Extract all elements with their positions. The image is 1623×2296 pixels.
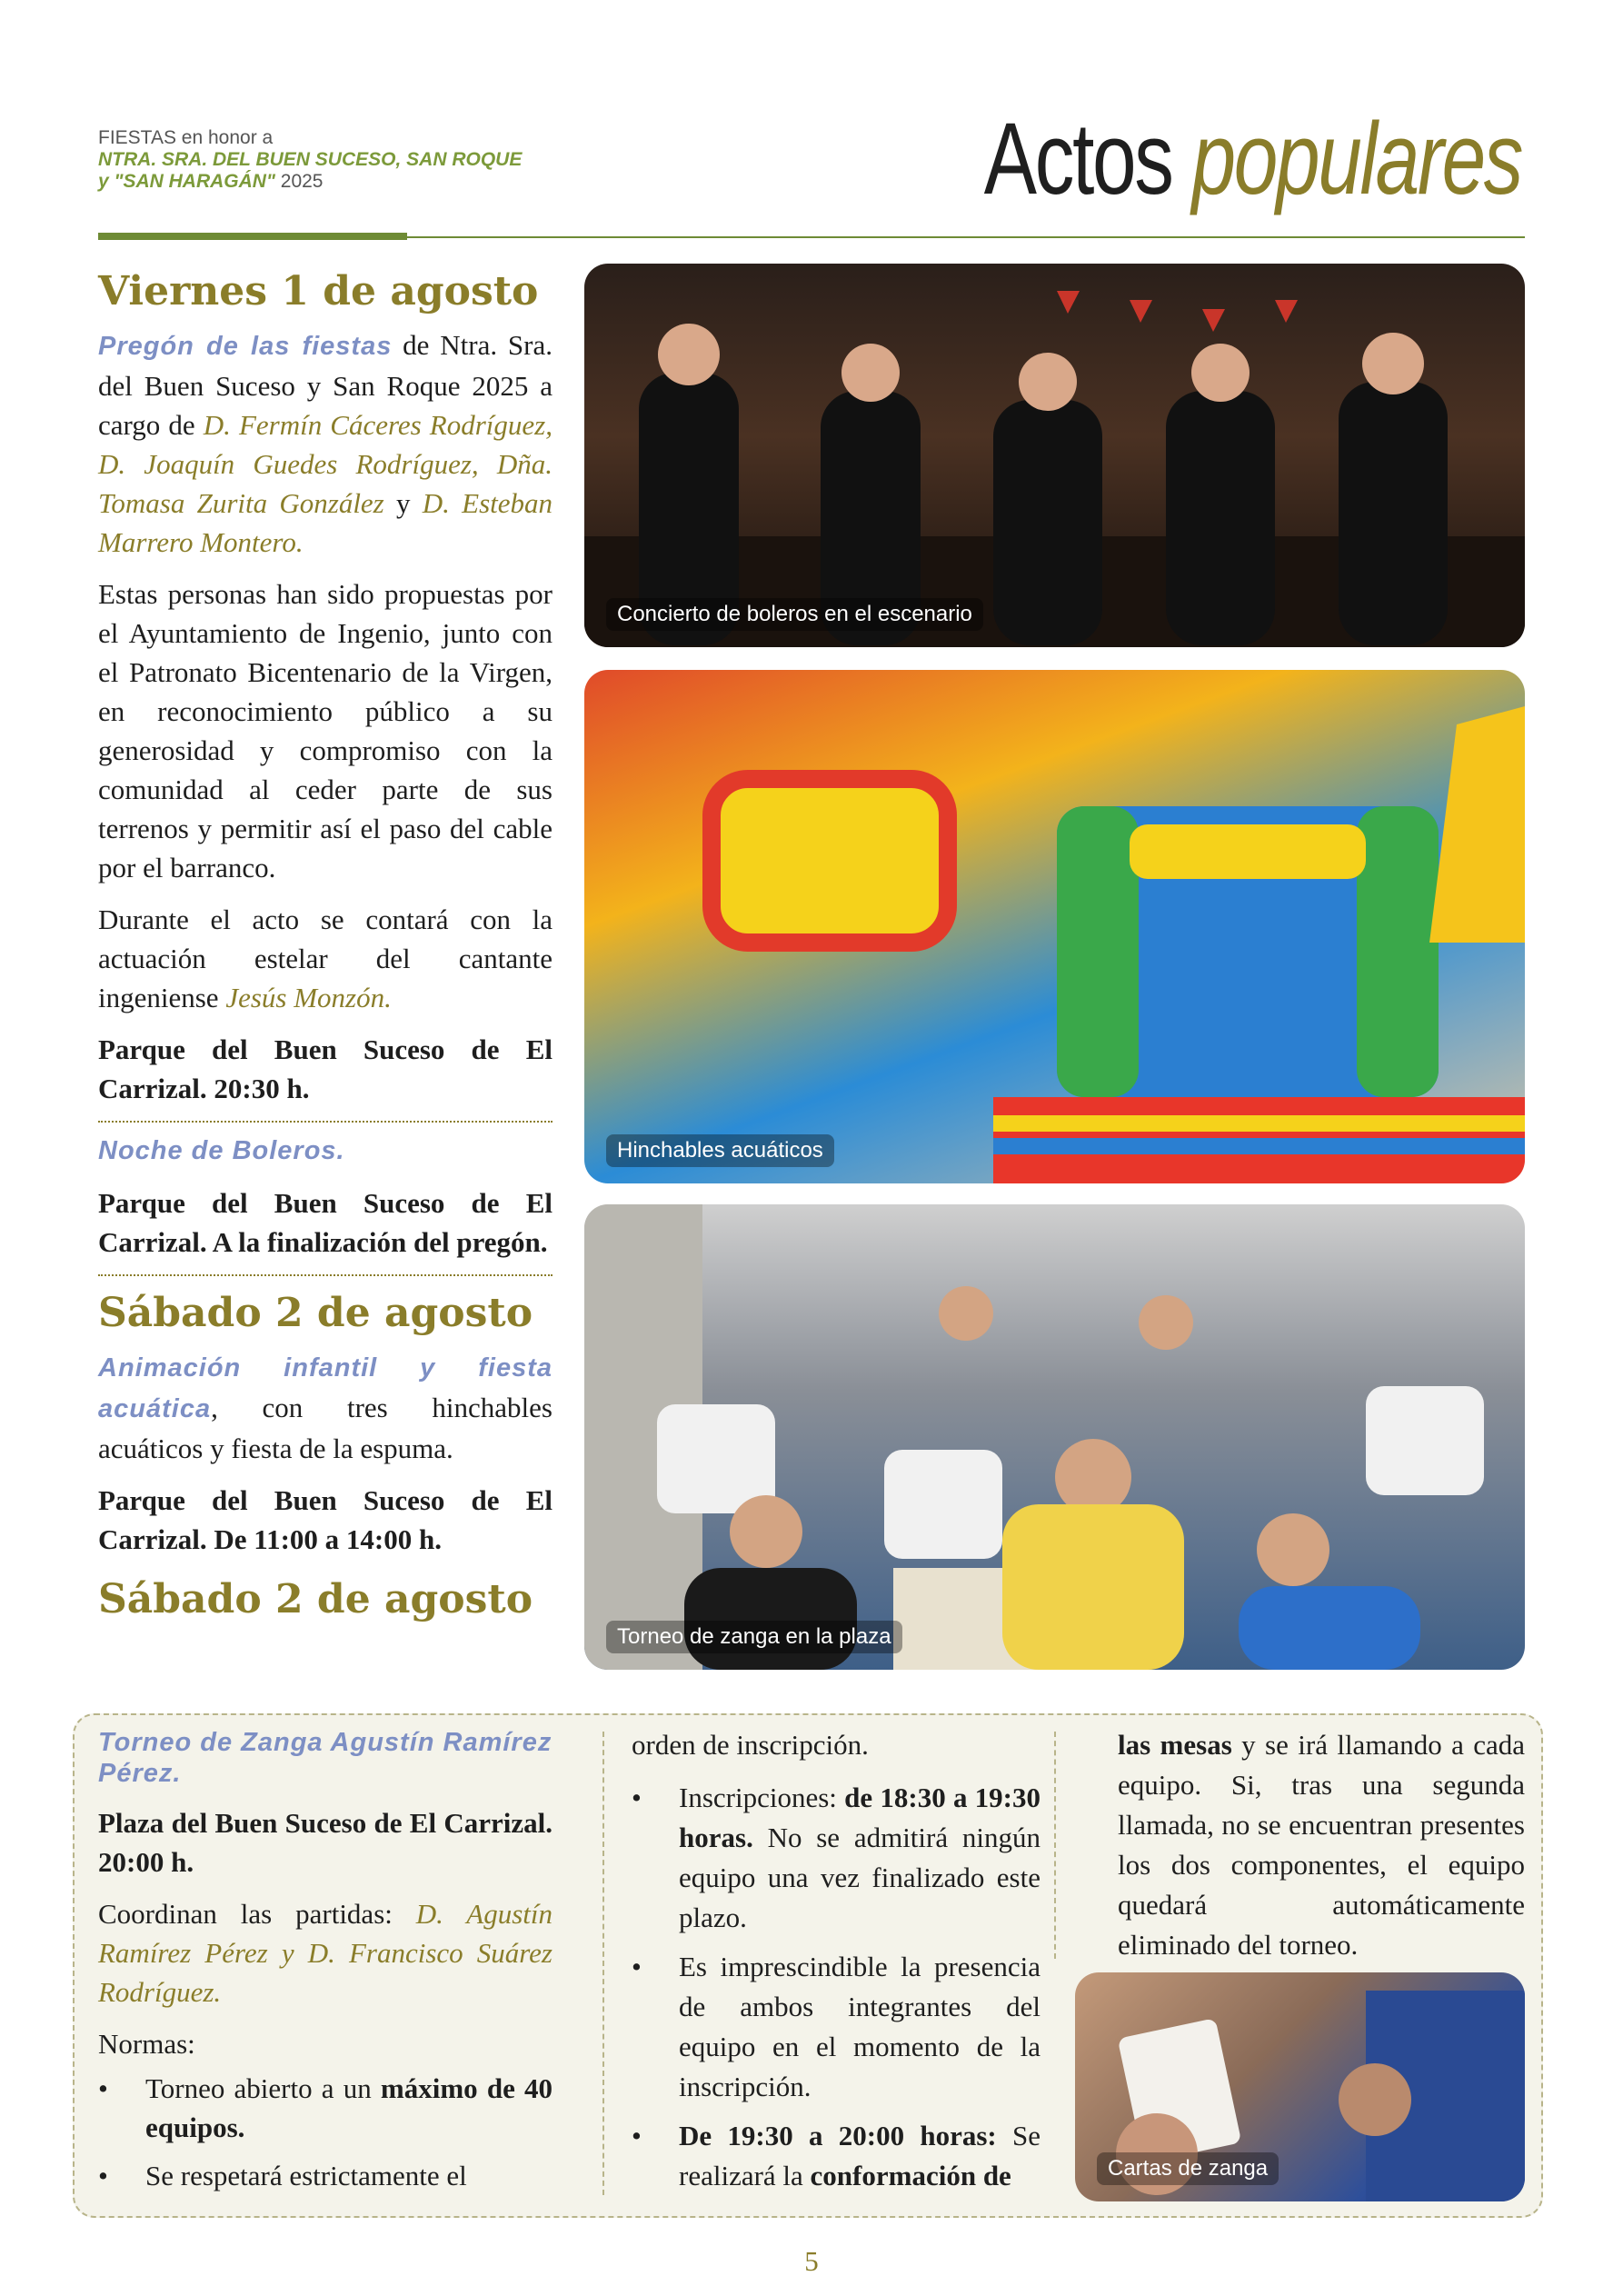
rule-item: • Torneo abierto a un máximo de 40 equipos.	[98, 2069, 553, 2147]
photo-card-tournament-illustration	[584, 1204, 1525, 1670]
page-number: 5	[804, 2245, 819, 2277]
singer-name: Jesús Monzón.	[225, 982, 392, 1013]
rule-item: • Se respetará estrictamente el	[98, 2156, 553, 2195]
tournament-col1	[98, 1727, 553, 2204]
rule-item: • De 19:30 a 20:00 horas: Se realizará la conformación de	[632, 2116, 1041, 2196]
photo-inflatables	[584, 670, 1525, 1183]
event-title: Animación infantil y fiesta acuática	[98, 1353, 553, 1423]
event-title: Pregón de las fiestas	[98, 332, 393, 361]
photo-concert	[584, 264, 1525, 647]
speaker-names: D. Fermín Cáceres Rodríguez, D. Joaquín Guedes Rodríguez, Dña. Tomasa Zurita González	[98, 409, 553, 519]
day-heading-friday: Viernes 1 de agosto	[98, 268, 539, 314]
page-title	[984, 100, 1521, 218]
tournament-col3	[1118, 1725, 1525, 1978]
speaker-last: D. Esteban Marrero Montero.	[98, 487, 553, 558]
rules-list	[98, 2069, 553, 2195]
photo-caption: Torneo de zanga en la plaza	[606, 1621, 902, 1653]
friday-place1: Parque del Buen Suceso de El Carrizal. 20:30 h.	[98, 1033, 553, 1104]
photo-cards	[1075, 1972, 1525, 2201]
photo-caption: Concierto de boleros en el escenario	[606, 598, 983, 631]
rules-list	[632, 1778, 1041, 2196]
saturday-place: Parque del Buen Suceso de El Carrizal. De 11:00 a 14:00 h.	[98, 1484, 553, 1555]
rule-continuation: las mesas y se irá llamando a cada equipo. Si, tras una segunda llamada, no se encuentran presentes los dos componentes, el equipo quedará automáticamente eliminado del torneo.	[1118, 1729, 1525, 1961]
divider	[98, 1121, 553, 1123]
tournament-place: Plaza del Buen Suceso de El Carrizal. 20:00 h.	[98, 1807, 553, 1878]
header-line2: NTRA. SRA. DEL BUEN SUCESO, SAN ROQUE	[98, 149, 523, 170]
photo-caption: Hinchables acuáticos	[606, 1134, 834, 1167]
event-title-boleros: Noche de Boleros.	[98, 1136, 345, 1165]
friday-place2: Parque del Buen Suceso de El Carrizal. A la finalización del pregón.	[98, 1187, 553, 1258]
event-title-zanga: Torneo de Zanga Agustín Ramírez Pérez.	[98, 1728, 553, 1788]
photo-concert-illustration	[584, 264, 1525, 647]
header-line3: y "SAN HARAGÁN"	[98, 171, 275, 192]
left-column	[98, 264, 553, 1633]
header-rule-accent	[98, 233, 407, 240]
friday-pregon: Pregón de las fiestas de Ntra. Sra. del Buen Suceso y San Roque 2025 a cargo de D. Fermín Cáceres Rodríguez, D. Joaquín Guedes Rodríguez, Dña. Tomasa Zurita González y D. Esteban Marrero Montero.	[98, 329, 553, 558]
divider	[98, 1274, 553, 1276]
day-heading-saturday-2: Sábado 2 de agosto	[98, 1576, 533, 1622]
rule-item: • Inscripciones: de 18:30 a 19:30 horas. No se admitirá ningún equipo una vez finalizado este plazo.	[632, 1778, 1041, 1938]
tournament-col2	[632, 1725, 1041, 2205]
rule-continuation: orden de inscripción.	[632, 1729, 869, 1761]
photo-caption: Cartas de zanga	[1097, 2152, 1279, 2185]
friday-para3: Durante el acto se contará con la actuación estelar del cantante ingeniense Jesús Monzón.	[98, 903, 553, 1013]
header-subtitle: FIESTAS en honor a NTRA. SRA. DEL BUEN SUCESO, SAN ROQUE y "SAN HARAGÁN" 2025	[98, 127, 523, 192]
page-title-b: populares	[1191, 102, 1521, 215]
column-divider	[602, 1732, 604, 2195]
saturday-animation: Animación infantil y fiesta acuática, con tres hinchables acuáticos y fiesta de la espuma.	[98, 1353, 553, 1464]
column-divider	[1054, 1732, 1056, 1959]
tournament-coordinators: Coordinan las partidas: D. Agustín Ramírez Pérez y D. Francisco Suárez Rodríguez.	[98, 1898, 553, 2008]
rules-label: Normas:	[98, 2028, 195, 2060]
day-heading-saturday: Sábado 2 de agosto	[98, 1290, 533, 1336]
rule-item: • Es imprescindible la presencia de ambos integrantes del equipo en el momento de la inscripción.	[632, 1947, 1041, 2107]
page-title-a: Actos	[983, 102, 1172, 215]
photo-inflatables-illustration	[584, 670, 1525, 1183]
photo-card-tournament	[584, 1204, 1525, 1670]
friday-para2: Estas personas han sido propuestas por el Ayuntamiento de Ingenio, junto con el Patronato Bicentenario de la Virgen, en reconocimiento público a su generosidad y compromiso con la comunidad al ceder parte de sus terrenos y permitir así el paso del cable por el barranco.	[98, 578, 553, 883]
header-line1: FIESTAS en honor a	[98, 127, 274, 148]
